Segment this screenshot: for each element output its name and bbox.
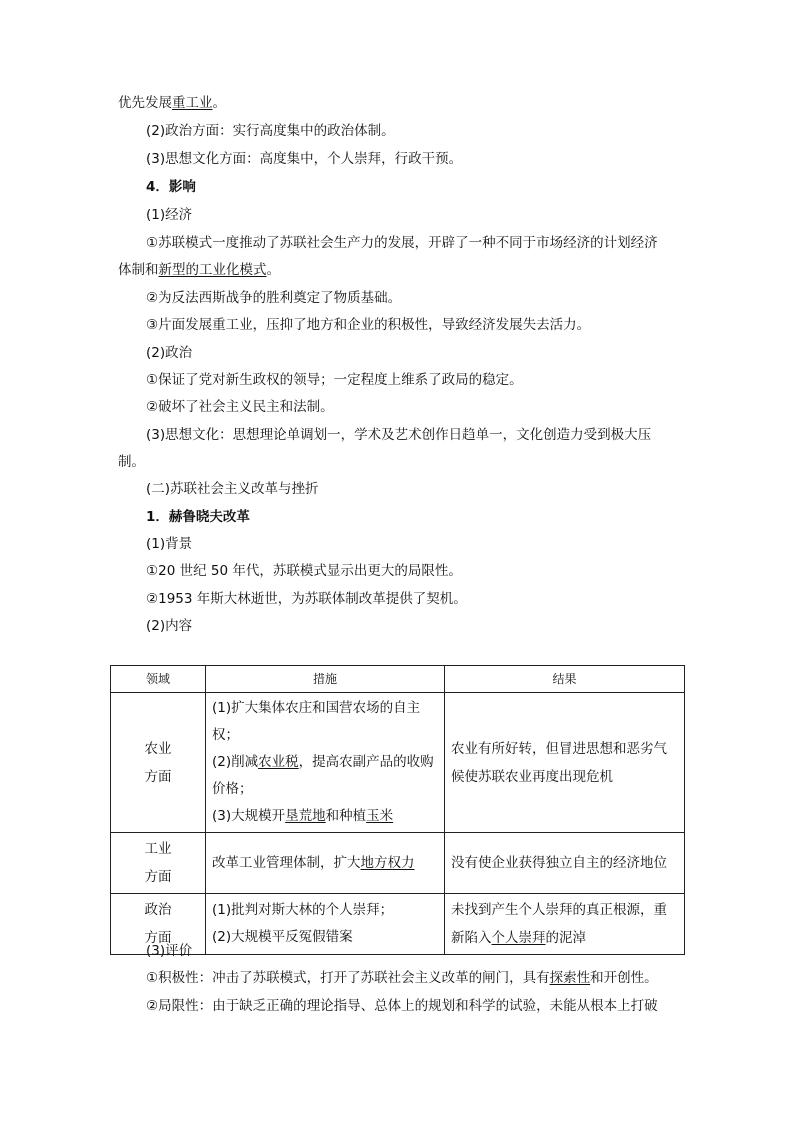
text-line: ①20 世纪 50 年代，苏联模式显示出更大的局限性。 [146,563,462,579]
text-line: ①积极性：冲击了苏联模式，打开了苏联社会主义改革的闸门，具有探索性和开创性。 [146,970,658,986]
subheading: (2)政治 [146,345,193,361]
key-term: 个人崇拜 [491,930,546,946]
text-line: (3)思想文化方面：高度集中，个人崇拜，行政干预。 [146,151,463,167]
table-header-row [111,666,685,693]
text-line: ①保证了党对新生政权的领导；一定程度上维系了政局的稳定。 [146,372,523,388]
text-line: (3)思想文化：思想理论单调划一，学术及艺术创作日趋单一，文化创造力受到极大压 [146,427,652,443]
text-line: 优先发展重工业。 [118,95,226,111]
text-line: ③片面发展重工业，压抑了地方和企业的积极性，导致经济发展失去活力。 [146,317,591,333]
key-term: 重工业 [172,95,213,111]
table-cell-measures: (1)扩大集体农庄和国营农场的自主 权； (2)削减农业税，提高农副产品的收购 价格； (3)大规模开垦荒地和种植玉米 [206,693,445,833]
key-term: 探索性 [549,970,591,986]
table-row [111,693,685,833]
text-line: (2)政治方面：实行高度集中的政治体制。 [146,123,395,139]
key-term: 新型的工业化模式 [158,262,267,278]
key-term: 地方权力 [360,854,415,871]
table-cell-field: 农业 方面 [111,693,206,833]
table-row [111,833,685,894]
section-heading: 4．影响 [146,179,196,195]
text-line: ②1953 年斯大林逝世，为苏联体制改革提供了契机。 [146,591,467,607]
subheading: (1)经济 [146,207,193,223]
table-cell-field: 工业 方面 [111,833,206,894]
text-line: ①苏联模式一度推动了苏联社会生产力的发展，开辟了一种不同于市场经济的计划经济 [146,235,658,251]
key-term: 玉米 [366,808,394,824]
table-cell-field: 政治 方面 [111,894,206,955]
table-cell-result: 没有使企业获得独立自主的经济地位 [445,833,685,894]
text-line: 制。 [118,454,145,470]
section-heading: 1．赫鲁晓夫改革 [146,509,250,525]
table-cell-measures: (1)批判对斯大林的个人崇拜； (2)大规模平反冤假错案 [206,894,445,955]
text-line: ②为反法西斯战争的胜利奠定了物质基础。 [146,290,402,306]
subheading: (3)评价 [146,943,193,959]
subheading: (1)背景 [146,536,193,552]
table-header-cell: 领域 [111,666,206,693]
text-line: 体制和新型的工业化模式。 [118,262,280,278]
subheading: (2)内容 [146,618,193,634]
table-header-cell: 措施 [206,666,445,693]
table-cell-result: 未找到产生个人崇拜的真正根源，重 新陷入个人崇拜的泥淖 [445,894,685,955]
section-heading: (二)苏联社会主义改革与挫折 [146,481,319,497]
text-line: ②破坏了社会主义民主和法制。 [146,399,334,415]
key-term: 农业税 [258,754,299,770]
table-cell-result: 农业有所好转，但冒进思想和恶劣气 候使苏联农业再度出现危机 [445,693,685,833]
table-header-cell: 结果 [445,666,685,693]
reform-table [110,665,685,955]
text-line: ②局限性：由于缺乏正确的理论指导、总体上的规划和科学的试验，未能从根本上打破 [146,998,658,1014]
key-term: 垦荒地 [285,808,326,824]
table-cell-measures: 改革工业管理体制，扩大地方权力 [206,833,445,894]
table-row [111,894,685,955]
